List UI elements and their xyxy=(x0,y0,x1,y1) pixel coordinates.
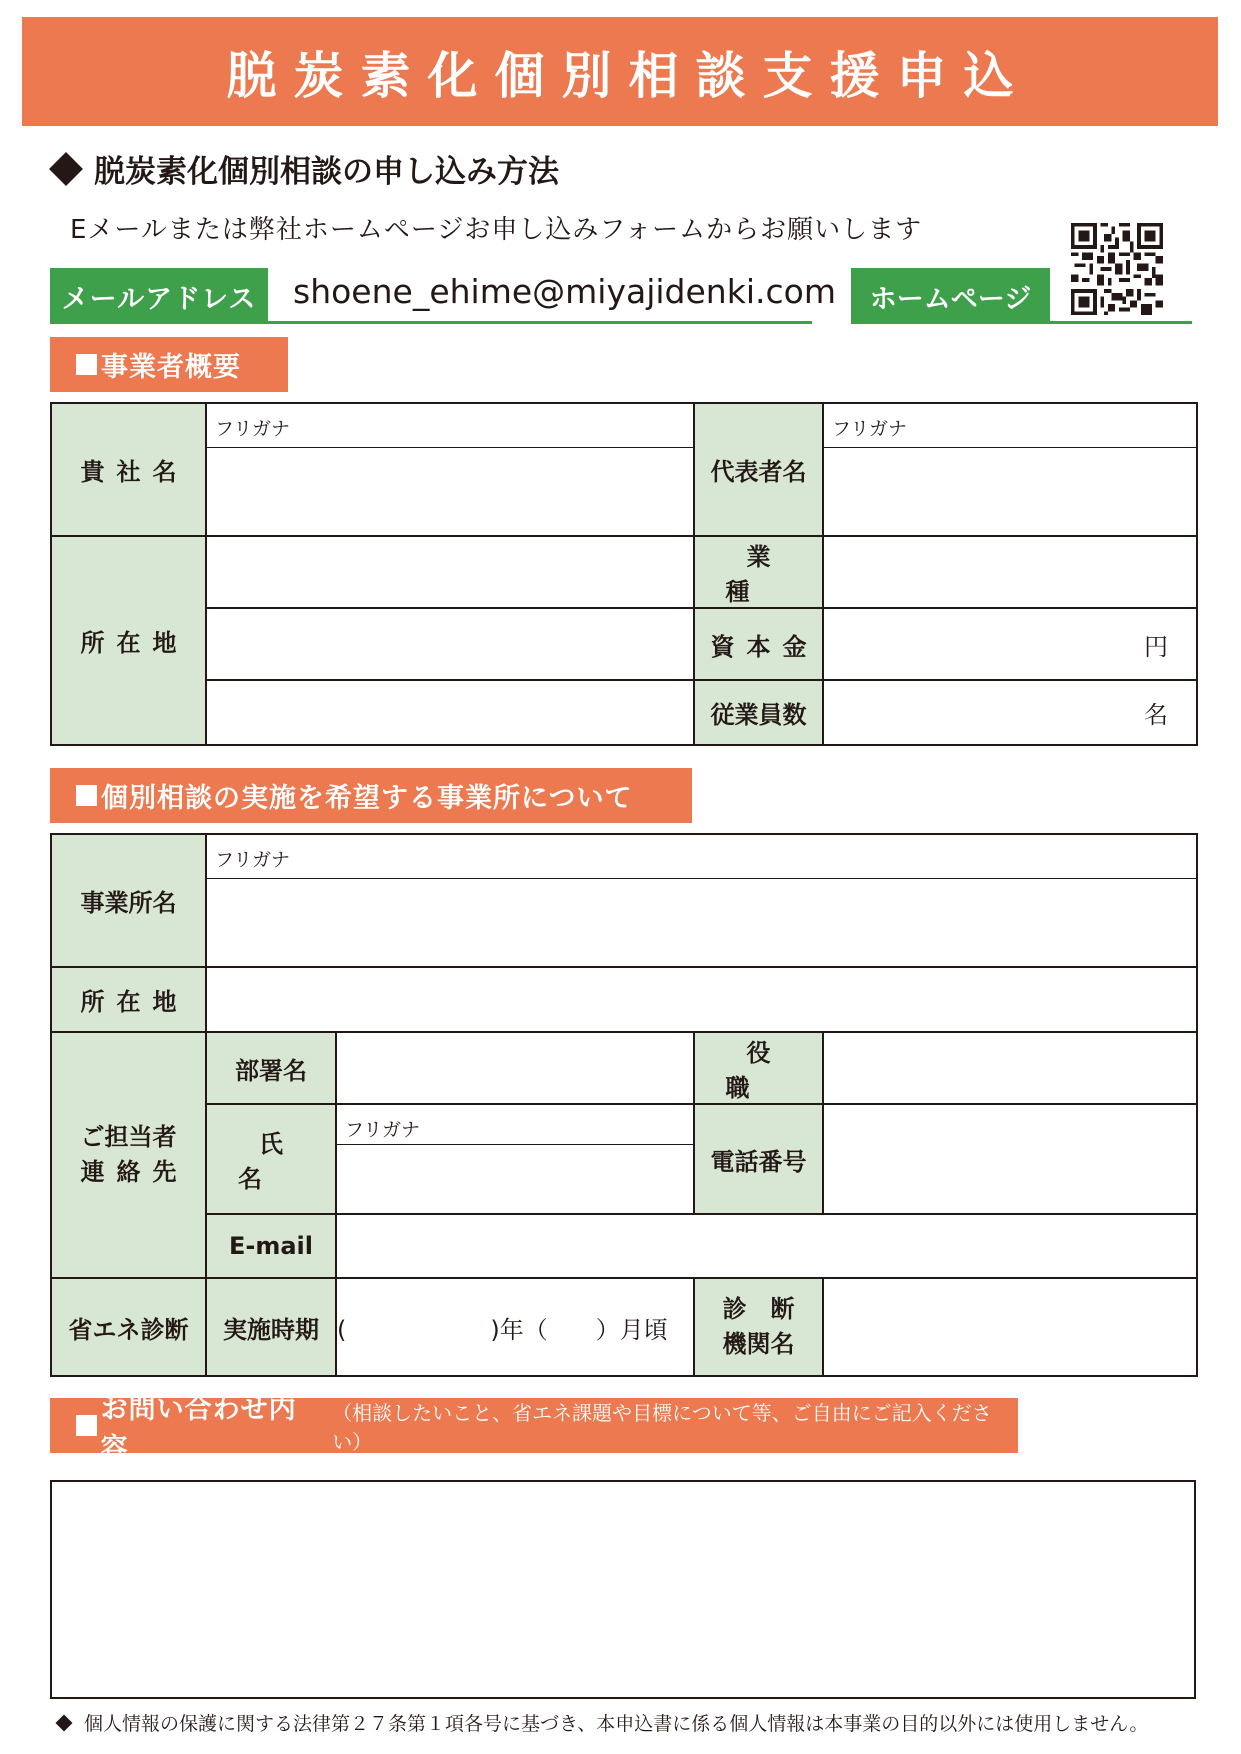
inquiry-content-field[interactable] xyxy=(50,1480,1196,1699)
capital-label: 資本金 xyxy=(694,608,823,680)
industry-field[interactable] xyxy=(823,536,1197,608)
method-description: Eメールまたは弊社ホームページお申し込みフォームからお願いします xyxy=(70,215,923,245)
office-name-label: 事業所名 xyxy=(51,834,206,967)
privacy-footnote-text: 個人情報の保護に関する法律第２７条第１項各号に基づき、本申込書に係る個人情報は本事業の目的以外には使用しません。 xyxy=(84,1713,1149,1735)
contact-person-label: ご担当者 連絡先 xyxy=(51,1032,206,1278)
section-title: お問い合わせ内容 xyxy=(100,1393,297,1464)
square-bullet-icon xyxy=(76,354,97,375)
capital-unit: 円 xyxy=(1144,632,1168,661)
person-name-furigana-field[interactable]: フリガナ xyxy=(336,1104,694,1144)
position-label: 役職 xyxy=(694,1032,823,1104)
person-name-field[interactable] xyxy=(336,1144,694,1214)
qr-code-icon[interactable] xyxy=(1071,223,1163,315)
employees-label: 従業員数 xyxy=(694,680,823,745)
office-name-field[interactable] xyxy=(206,878,1197,967)
homepage-label[interactable]: ホームページ xyxy=(851,268,1050,324)
phone-field[interactable] xyxy=(823,1104,1197,1214)
phone-label: 電話番号 xyxy=(694,1104,823,1214)
page-banner xyxy=(22,17,1218,126)
office-address-field[interactable] xyxy=(206,967,1197,1032)
mail-underline xyxy=(268,321,812,324)
employees-unit: 名 xyxy=(1144,701,1168,729)
representative-furigana-field[interactable]: フリガナ xyxy=(823,403,1197,447)
square-bullet-icon xyxy=(76,1415,97,1436)
industry-label: 業種 xyxy=(694,536,823,608)
email-field[interactable] xyxy=(336,1214,1197,1278)
audit-agency-field[interactable] xyxy=(823,1278,1197,1376)
office-name-furigana-field[interactable]: フリガナ xyxy=(206,834,1197,878)
section-title: 事業者概要 xyxy=(101,352,241,383)
company-name-label: 貴社名 xyxy=(51,403,206,536)
representative-name-field[interactable] xyxy=(823,447,1197,536)
office-info-table xyxy=(50,833,1198,1377)
square-bullet-icon xyxy=(76,785,97,806)
audit-period-field[interactable]: ( )年（ ）月頃 xyxy=(336,1278,694,1376)
homepage-underline xyxy=(1050,321,1192,324)
company-name-furigana-field[interactable]: フリガナ xyxy=(206,403,694,447)
section-title: 個別相談の実施を希望する事業所について xyxy=(101,783,633,814)
company-name-field[interactable] xyxy=(206,447,694,536)
capital-field[interactable] xyxy=(823,608,1197,680)
privacy-footnote xyxy=(58,1709,1148,1736)
section-tag-business-overview xyxy=(50,337,288,392)
address-label: 所在地 xyxy=(51,536,206,745)
office-address-label: 所在地 xyxy=(51,967,206,1032)
person-name-label: 氏名 xyxy=(206,1104,336,1214)
section-note: （相談したいこと、省エネ課題や目標について等、ご自由にご記入ください） xyxy=(332,1400,992,1454)
department-field[interactable] xyxy=(336,1032,694,1104)
energy-audit-label: 省エネ診断 xyxy=(51,1278,206,1376)
audit-agency-label: 診 断 機関名 xyxy=(694,1278,823,1376)
email-label: E-mail xyxy=(206,1214,336,1278)
diamond-bullet-icon xyxy=(56,1714,73,1731)
section-tag-inquiry xyxy=(50,1393,1018,1464)
department-label: 部署名 xyxy=(206,1032,336,1104)
representative-label: 代表者名 xyxy=(694,403,823,536)
diamond-bullet-icon xyxy=(49,152,83,186)
position-field[interactable] xyxy=(823,1032,1197,1104)
mail-address-link[interactable]: shoene_ehime@miyajidenki.com xyxy=(293,272,836,311)
audit-period-label: 実施時期 xyxy=(206,1278,336,1376)
page-title: 脱炭素化個別相談支援申込 xyxy=(226,46,1031,105)
mail-address-label: メールアドレス xyxy=(50,268,268,324)
address-line-1-field[interactable] xyxy=(206,536,694,608)
business-overview-table xyxy=(50,402,1198,746)
address-line-3-field[interactable] xyxy=(206,680,694,745)
method-heading-text: 脱炭素化個別相談の申し込み方法 xyxy=(94,154,559,190)
section-tag-office-info xyxy=(50,768,692,823)
address-line-2-field[interactable] xyxy=(206,608,694,680)
method-heading xyxy=(48,146,559,191)
employees-field[interactable] xyxy=(823,680,1197,745)
